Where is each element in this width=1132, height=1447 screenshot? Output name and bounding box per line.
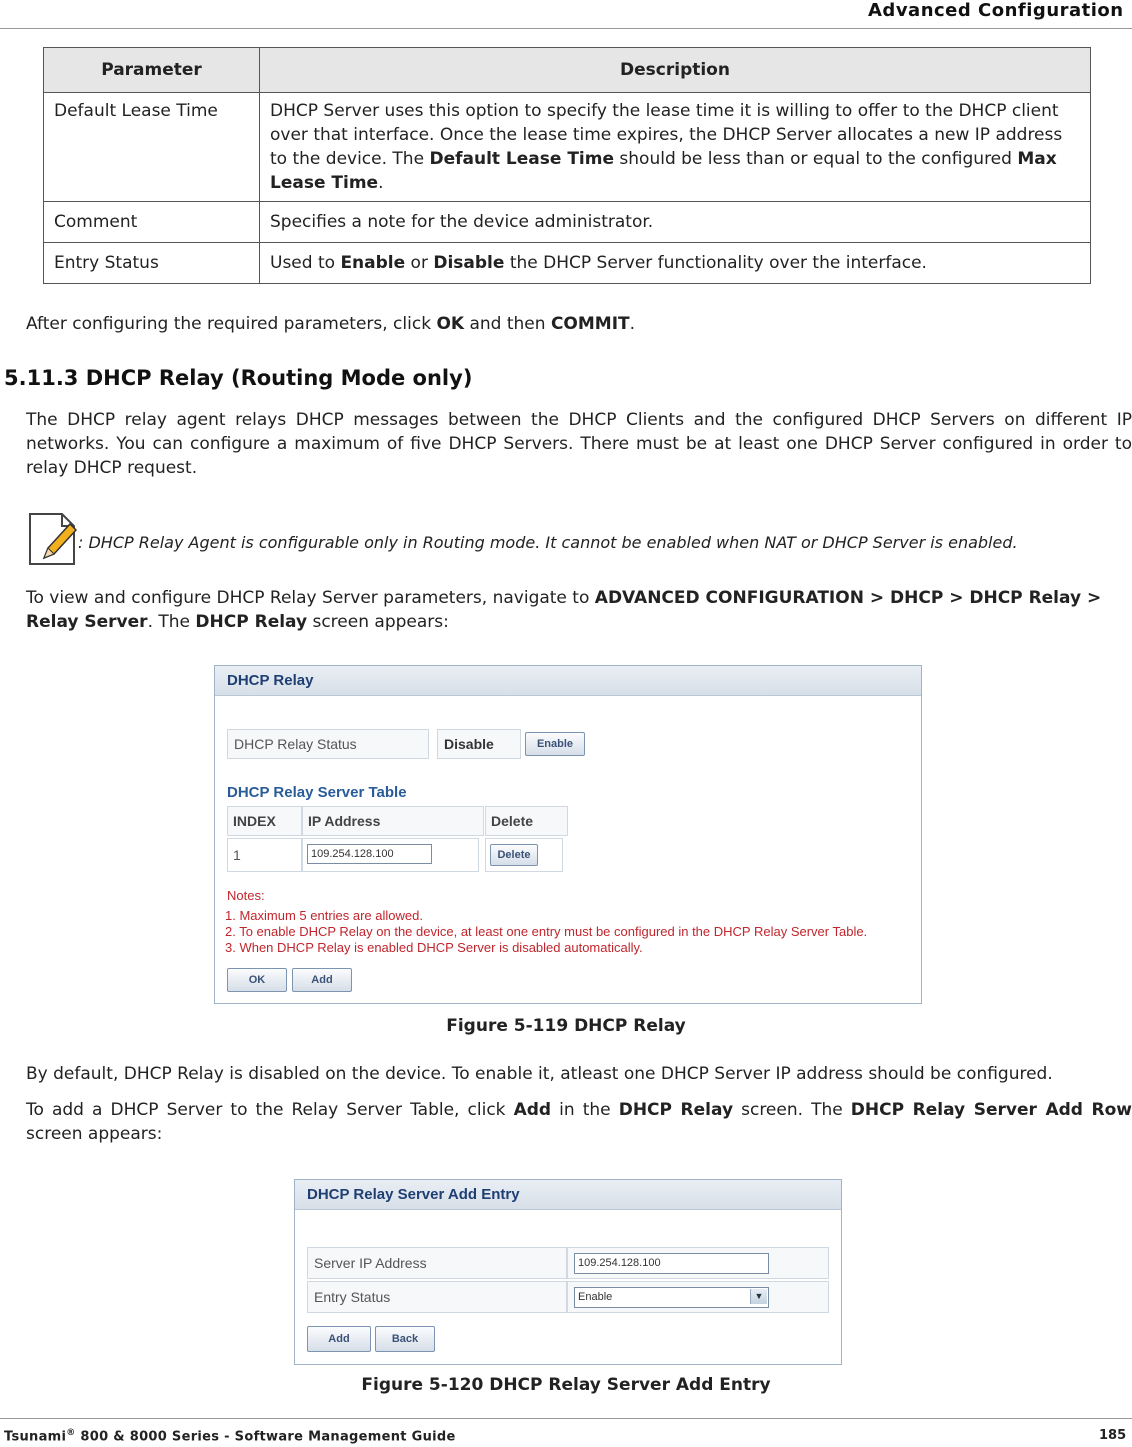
- figure-120-caption: Figure 5-120 DHCP Relay Server Add Entry: [361, 1375, 771, 1395]
- chevron-down-icon[interactable]: ▼: [750, 1289, 767, 1304]
- server-ip-cell: [567, 1247, 829, 1279]
- ip-address-input[interactable]: 109.254.128.100: [307, 844, 432, 864]
- row-ip-cell: [302, 838, 479, 872]
- back-button[interactable]: Back: [375, 1326, 435, 1352]
- add-button[interactable]: Add: [307, 1326, 371, 1352]
- section-title: 5.11.3 DHCP Relay (Routing Mode only): [4, 366, 473, 390]
- note-item-2: 2. To enable DHCP Relay on the device, at least one entry must be configured in the DHCP Relay Server Table.: [225, 924, 868, 939]
- add-paragraph: To add a DHCP Server to the Relay Server Table, click Add in the DHCP Relay screen. The DHCP Relay Server Add Row screen appears:: [26, 1100, 1132, 1144]
- note-text: : DHCP Relay Agent is configurable only in Routing mode. It cannot be enabled when NAT or DHCP Server is enabled.: [78, 533, 1018, 552]
- table-row: [44, 93, 1091, 202]
- page-number: 185: [1099, 1428, 1127, 1443]
- param-description: Used to Enable or Disable the DHCP Server functionality over the interface.: [260, 243, 1091, 284]
- entry-status-select[interactable]: [574, 1287, 769, 1308]
- footer-rule: [0, 1418, 1132, 1419]
- column-header-index: INDEX: [227, 806, 302, 836]
- column-header-description: Description: [260, 48, 1091, 93]
- figure-119-caption: Figure 5-119 DHCP Relay: [446, 1016, 686, 1036]
- header-rule: [0, 28, 1132, 29]
- page-header-title: Advanced Configuration: [868, 0, 1124, 21]
- column-header-delete: Delete: [485, 806, 568, 836]
- note-item-1: 1. Maximum 5 entries are allowed.: [225, 908, 423, 923]
- table-row: [44, 243, 1091, 284]
- relay-status-value: Disable: [437, 729, 521, 759]
- panel-title: DHCP Relay Server Add Entry: [295, 1180, 841, 1210]
- param-name: Comment: [44, 202, 260, 243]
- relay-server-table-title: DHCP Relay Server Table: [227, 784, 407, 801]
- row-delete-cell: [485, 838, 563, 872]
- param-description: DHCP Server uses this option to specify the lease time it is willing to offer to the DHCP client over that interface. Once the lease time expires, the DHCP Server allocates a new IP address to the device. The Default Lease Time should be less than or equal to the configured Max Lease Time.: [260, 93, 1091, 202]
- footer-guide-title: Tsunami® 800 & 8000 Series - Software Management Guide: [4, 1428, 456, 1445]
- dhcp-relay-screenshot: [214, 665, 922, 1004]
- relay-status-label: DHCP Relay Status: [227, 729, 429, 759]
- column-header-parameter: Parameter: [44, 48, 260, 93]
- navigate-paragraph: To view and configure DHCP Relay Server parameters, navigate to ADVANCED CONFIGURATION > DHCP > DHCP Relay > Relay Server. The DHCP Relay screen appears:: [26, 588, 1102, 632]
- entry-status-label: Entry Status: [307, 1281, 567, 1313]
- note-item-3: 3. When DHCP Relay is enabled DHCP Server is disabled automatically.: [225, 940, 643, 955]
- note-pencil-icon: [26, 512, 78, 566]
- entry-status-selected: Enable: [578, 1291, 613, 1303]
- parameter-table: [43, 47, 1091, 284]
- entry-status-cell: [567, 1281, 829, 1313]
- server-ip-input[interactable]: 109.254.128.100: [574, 1253, 769, 1274]
- server-ip-label: Server IP Address: [307, 1247, 567, 1279]
- table-row: [44, 202, 1091, 243]
- after-config-text: After configuring the required parameters, click OK and then COMMIT.: [26, 314, 636, 334]
- intro-paragraph: The DHCP relay agent relays DHCP messages between the DHCP Clients and the configured DHCP Servers on different IP networks. You can configure a maximum of five DHCP Servers. There must be at least one DHCP Server configured in order to relay DHCP request.: [26, 410, 1132, 478]
- param-description: Specifies a note for the device administrator.: [260, 202, 1091, 243]
- default-paragraph: By default, DHCP Relay is disabled on the device. To enable it, atleast one DHCP Server IP address should be configured.: [26, 1064, 1053, 1084]
- ok-button[interactable]: OK: [227, 968, 287, 992]
- delete-button[interactable]: Delete: [490, 844, 538, 866]
- enable-button[interactable]: Enable: [525, 732, 585, 756]
- param-name: Default Lease Time: [44, 93, 260, 202]
- add-entry-screenshot: [294, 1179, 842, 1365]
- column-header-ip: IP Address: [302, 806, 484, 836]
- row-index: 1: [227, 838, 302, 872]
- param-name: Entry Status: [44, 243, 260, 284]
- panel-title: DHCP Relay: [215, 666, 921, 696]
- notes-title: Notes:: [227, 888, 265, 903]
- add-button[interactable]: Add: [292, 968, 352, 992]
